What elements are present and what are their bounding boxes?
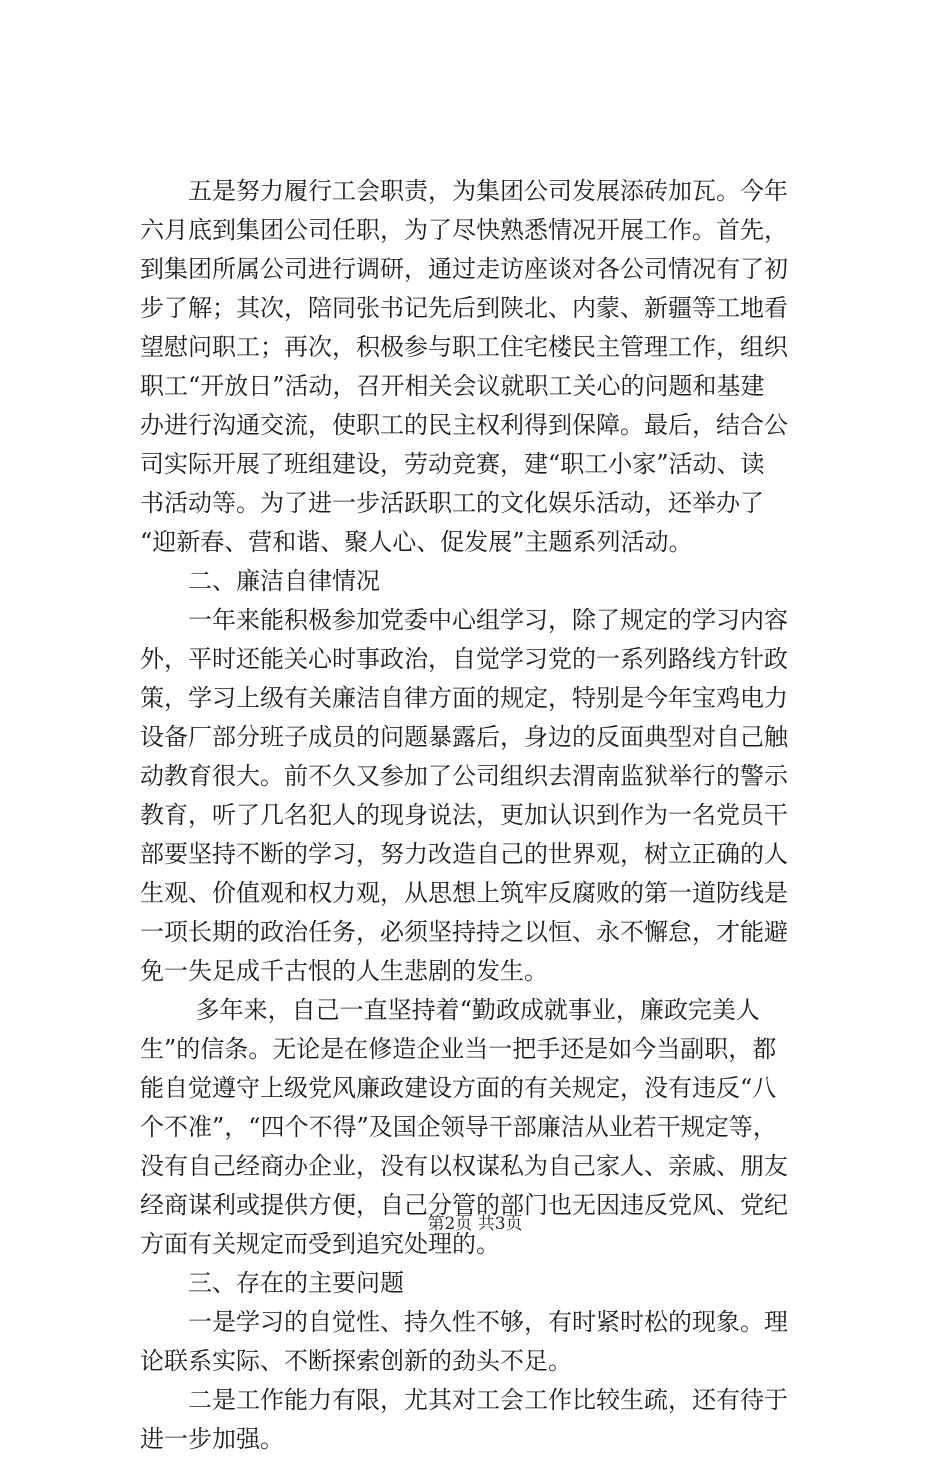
- text-line: 多年来，自己一直坚持着“勤政成就事业，廉政完美人: [140, 996, 760, 1024]
- text-line: 到集团所属公司进行调研，通过走访座谈对各公司情况有了初: [140, 255, 788, 283]
- text-line: 步了解；其次，陪同张书记先后到陕北、内蒙、新疆等工地看: [140, 294, 788, 322]
- text-line: 生”的信条。无论是在修造企业当一把手还是如今当副职，都: [140, 1035, 777, 1063]
- text-line: 外，平时还能关心时事政治，自觉学习党的一系列路线方针政: [140, 645, 788, 673]
- text-line: 经商谋利或提供方便，自己分管的部门也无因违反党风、党纪: [140, 1191, 788, 1219]
- text-line: 能自觉遵守上级党风廉政建设方面的有关规定，没有违反“八: [140, 1074, 777, 1102]
- text-line: 生观、价值观和权力观，从思想上筑牢反腐败的第一道防线是: [140, 879, 788, 907]
- section-heading: 二、廉洁自律情况: [140, 567, 380, 595]
- text-line: 部要坚持不断的学习，努力改造自己的世界观，树立正确的人: [140, 840, 788, 868]
- text-line: 进一步加强。: [140, 1425, 284, 1453]
- text-line: 职工“开放日”活动，召开相关会议就职工关心的问题和基建: [140, 372, 765, 400]
- text-line: 方面有关规定而受到追究处理的。: [140, 1230, 500, 1258]
- text-line: 个不准”，“四个不得”及国企领导干部廉洁从业若干规定等，: [140, 1113, 777, 1141]
- text-line: 免一失足成千古恨的人生悲剧的发生。: [140, 957, 548, 985]
- text-line: 动教育很大。前不久又参加了公司组织去渭南监狱举行的警示: [140, 762, 788, 790]
- text-line: 书活动等。为了进一步活跃职工的文化娱乐活动，还举办了: [140, 489, 764, 517]
- text-line: “迎新春、营和谐、聚人心、促发展”主题系列活动。: [140, 528, 693, 556]
- text-line: 五是努力履行工会职责，为集团公司发展添砖加瓦。今年: [140, 177, 788, 205]
- text-line: 六月底到集团公司任职，为了尽快熟悉情况开展工作。首先，: [140, 216, 788, 244]
- text-line: 一是学习的自觉性、持久性不够，有时紧时松的现象。理: [140, 1308, 788, 1336]
- text-line: 一年来能积极参加党委中心组学习，除了规定的学习内容: [140, 606, 788, 634]
- text-line: 没有自己经商办企业，没有以权谋私为自己家人、亲戚、朋友: [140, 1152, 788, 1180]
- text-line: 二是工作能力有限，尤其对工会工作比较生疏，还有待于: [140, 1386, 788, 1414]
- page-footer: 第2页 共3页: [427, 1214, 523, 1234]
- text-line: 办进行沟通交流，使职工的民主权利得到保障。最后，结合公: [140, 411, 788, 439]
- text-line: 望慰问职工；再次，积极参与职工住宅楼民主管理工作，组织: [140, 333, 788, 361]
- text-line: 论联系实际、不断探索创新的劲头不足。: [140, 1347, 572, 1375]
- section-heading: 三、存在的主要问题: [140, 1269, 404, 1297]
- text-line: 一项长期的政治任务，必须坚持持之以恒、永不懈怠，才能避: [140, 918, 788, 946]
- document-body: [140, 172, 832, 1459]
- text-line: 策，学习上级有关廉洁自律方面的规定，特别是今年宝鸡电力: [140, 684, 788, 712]
- text-line: 设备厂部分班子成员的问题暴露后，身边的反面典型对自己触: [140, 723, 788, 751]
- text-line: 司实际开展了班组建设，劳动竞赛，建“职工小家”活动、读: [140, 450, 765, 478]
- text-line: 教育，听了几名犯人的现身说法，更加认识到作为一名党员干: [140, 801, 788, 829]
